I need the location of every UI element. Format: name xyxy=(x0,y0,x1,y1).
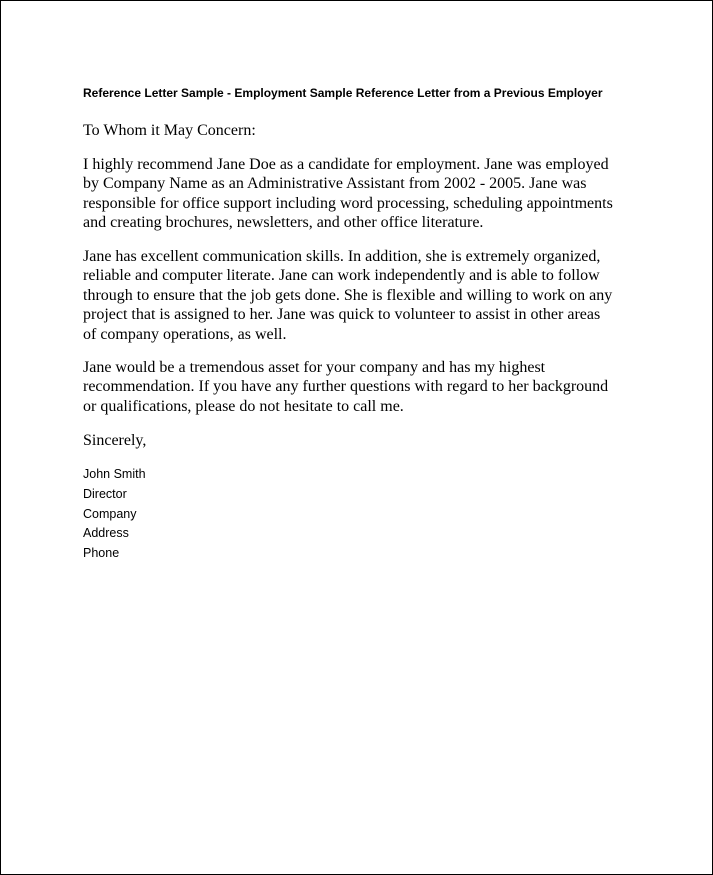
paragraph-line: Jane would be a tremendous asset for your company and has my highest xyxy=(83,359,546,376)
salutation: To Whom it May Concern: xyxy=(83,122,256,139)
paragraph-recommendation xyxy=(83,155,613,233)
paragraph-line: by Company Name as an Administrative Assistant from 2002 - 2005. Jane was xyxy=(83,175,587,193)
signer-company: Company xyxy=(83,506,137,521)
signer-phone: Phone xyxy=(83,546,120,561)
signer-address: Address xyxy=(83,526,129,541)
paragraph-line: reliable and computer literate. Jane can work independently and is able to follow xyxy=(83,267,600,285)
paragraph-skills xyxy=(83,247,612,344)
paragraph-line: of company operations, as well. xyxy=(83,325,287,343)
paragraph-line: and creating brochures, newsletters, and other office literature. xyxy=(83,214,484,232)
paragraph-line: project that is assigned to her. Jane was quick to volunteer to assist in other areas xyxy=(83,306,601,324)
paragraph-line: Jane has excellent communication skills. In addition, she is extremely organized, xyxy=(83,248,601,265)
paragraph-line: through to ensure that the job gets done. She is flexible and willing to work on any xyxy=(83,286,613,304)
paragraph-line: I highly recommend Jane Doe as a candidate for employment. Jane was employed xyxy=(83,156,609,173)
closing: Sincerely, xyxy=(83,432,147,449)
paragraph-line: responsible for office support including word processing, scheduling appointments xyxy=(83,194,613,212)
paragraph-line: recommendation. If you have any further questions with regard to her background xyxy=(83,378,609,396)
signer-position: Director xyxy=(83,486,127,501)
paragraph-conclusion xyxy=(83,358,608,416)
signer-name: John Smith xyxy=(83,467,146,481)
paragraph-line: or qualifications, please do not hesitate to call me. xyxy=(83,397,404,415)
signature-block xyxy=(83,465,146,564)
document-title: Reference Letter Sample - Employment Sample Reference Letter from a Previous Employer xyxy=(83,86,603,100)
